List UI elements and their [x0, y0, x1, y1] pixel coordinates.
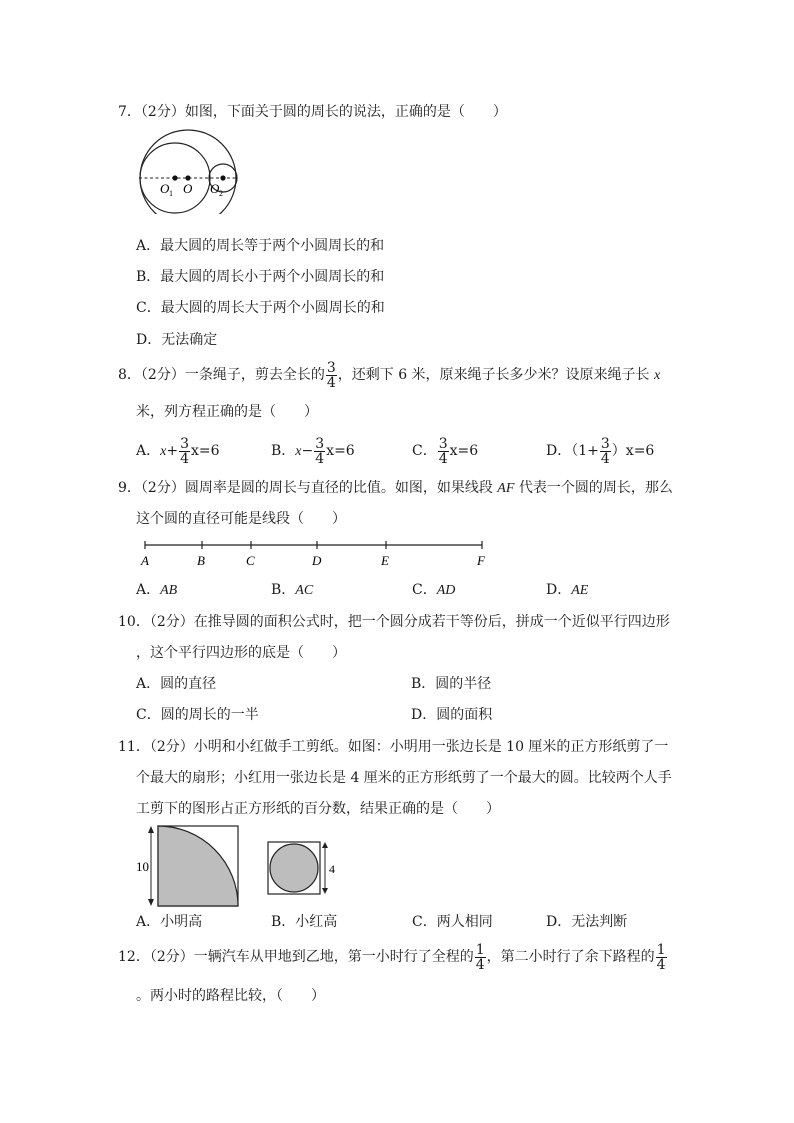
q11-sector-figure — [134, 822, 244, 910]
q11-option-b[interactable]: B．小红高 — [271, 914, 338, 930]
q8-option-c[interactable]: C． $\frac{3}{4}$ x=6 — [412, 435, 479, 467]
q9-stem: 9．（2分）圆周率是圆的周长与直径的比值。如图，如果线段 AF 代表一个圆的周长，那么 — [118, 480, 673, 496]
q10-option-c[interactable]: C．圆的周长的一半 — [136, 707, 259, 723]
q7-label-o: O — [183, 181, 193, 196]
q9-point-e: E — [381, 553, 389, 568]
q10-option-b[interactable]: B．圆的半径 — [411, 676, 492, 692]
q12-stem: 12．（2分）一辆汽车从甲地到乙地，第一小时行了全程的 $\frac{1}{4}$ ，第二小时行了余下路程的 $\frac{1}{4}$ — [118, 941, 666, 973]
q12-stem-line2: 。两小时的路程比较，（ ） — [136, 988, 325, 1004]
q11-label-4: 4 — [329, 862, 335, 876]
q8-option-b[interactable]: B．x− $\frac{3}{4}$ x=6 — [271, 435, 355, 467]
q10-option-d[interactable]: D．圆的面积 — [411, 707, 493, 723]
q11-stem-line3: 工剪下的图形占正方形纸的百分数，结果正确的是（ ） — [136, 801, 500, 817]
q7-label-o1-sub: 1 — [169, 189, 173, 198]
q7-circles-figure — [134, 126, 242, 214]
q7-option-b[interactable]: B．最大圆的周长小于两个小圆周长的和 — [136, 269, 385, 285]
q7-stem: 7．（2分）如图，下面关于圆的周长的说法，正确的是（ ） — [118, 104, 507, 120]
q9-point-d: D — [312, 553, 322, 568]
q11-stem-line2: 个最大的扇形；小红用一张边长是 4 厘米的正方形纸剪了一个最大的圆。比较两个人手 — [136, 770, 672, 786]
q9-point-f: F — [477, 553, 485, 568]
q9-option-d[interactable]: D．AE — [546, 582, 589, 598]
q11-circle-figure — [266, 840, 338, 896]
q11-option-c[interactable]: C．两人相同 — [412, 914, 493, 930]
q10-stem-line2: ，这个平行四边形的底是（ ） — [136, 645, 346, 661]
q9-segment-figure — [138, 538, 492, 570]
q7-label-o2-sub: 2 — [219, 189, 223, 198]
q12-fraction-2: $\frac{1}{4}$ — [656, 941, 666, 973]
q9-point-b: B — [197, 553, 205, 568]
q9-point-c: C — [246, 553, 255, 568]
q12-fraction-1: $\frac{1}{4}$ — [475, 941, 485, 973]
q10-stem: 10．（2分）在推导圆的面积公式时，把一个圆分成若干等份后，拼成一个近似平行四边形 — [118, 614, 670, 630]
q11-option-d[interactable]: D．无法判断 — [546, 914, 628, 930]
q7-label-o1: O — [160, 181, 170, 196]
q7-option-d[interactable]: D．无法确定 — [136, 332, 218, 348]
q8-option-a[interactable]: A．x+ $\frac{3}{4}$ x=6 — [136, 435, 220, 467]
q9-option-b[interactable]: B．AC — [271, 582, 314, 598]
q8-fraction: $\frac{3}{4}$ — [326, 359, 336, 391]
q9-option-c[interactable]: C．AD — [412, 582, 456, 598]
q9-stem-line2: 这个圆的直径可能是线段（ ） — [136, 511, 346, 527]
q8-stem-line2: 米，列方程正确的是（ ） — [136, 404, 318, 420]
q7-option-c[interactable]: C．最大圆的周长大于两个小圆周长的和 — [136, 300, 385, 316]
q7-label-o2: O — [210, 181, 220, 196]
q11-label-10: 10 — [136, 859, 149, 874]
q9-option-a[interactable]: A．AB — [136, 582, 178, 598]
q9-point-a: A — [141, 553, 149, 568]
q11-stem: 11．（2分）小明和小红做手工剪纸。如图：小明用一张边长是 10 厘米的正方形纸剪了一 — [118, 739, 669, 755]
q8-option-d[interactable]: D．（1+ $\frac{3}{4}$ ）x=6 — [546, 435, 655, 467]
q8-stem: 8．（2分）一条绳子，剪去全长的 $\frac{3}{4}$ ，还剩下 6 米，原来绳子长多少米？设原来绳子长 x — [118, 359, 661, 391]
q11-option-a[interactable]: A．小明高 — [136, 914, 203, 930]
q10-option-a[interactable]: A．圆的直径 — [136, 676, 217, 692]
q7-option-a[interactable]: A．最大圆的周长等于两个小圆周长的和 — [136, 238, 385, 254]
